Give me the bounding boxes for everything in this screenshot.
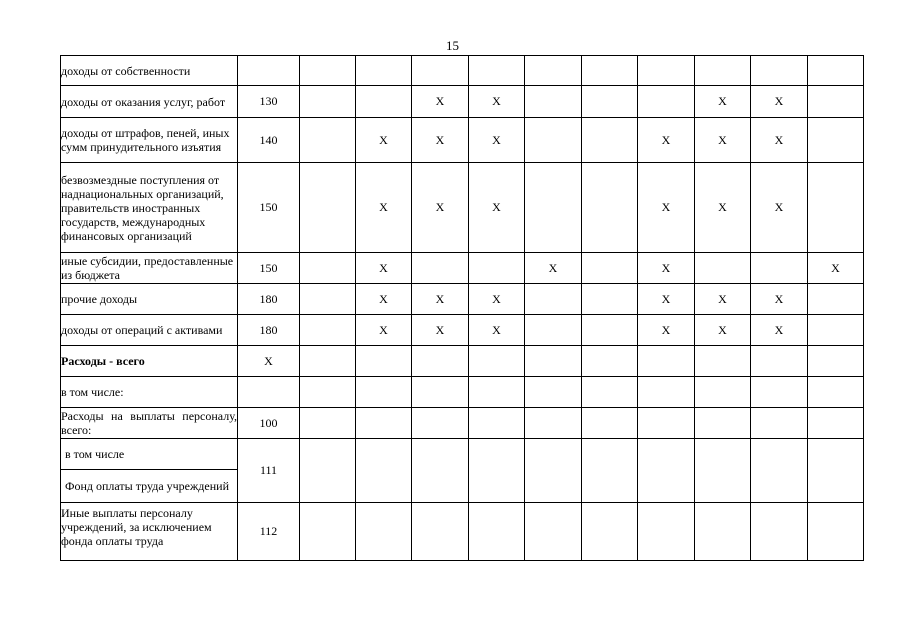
mark-cell	[751, 377, 808, 408]
mark-cell: X	[356, 253, 412, 284]
row-label-top: в том числе	[61, 439, 237, 470]
mark-cell	[582, 163, 638, 253]
row-code: 150	[238, 253, 300, 284]
mark-cell	[808, 86, 864, 118]
row-label: Иные выплаты персоналу учреждений, за исключением фонда оплаты труда	[61, 503, 238, 561]
mark-cell	[469, 346, 525, 377]
mark-cell	[525, 163, 582, 253]
mark-cell: X	[412, 86, 469, 118]
row-label: в том числе:	[61, 377, 238, 408]
mark-cell	[751, 346, 808, 377]
report-body	[61, 56, 864, 561]
table-row	[61, 56, 864, 86]
mark-cell	[638, 346, 695, 377]
mark-cell	[525, 284, 582, 315]
mark-cell	[638, 503, 695, 561]
row-label: Расходы - всего	[61, 346, 238, 377]
mark-cell	[582, 284, 638, 315]
row-code: 140	[238, 118, 300, 163]
mark-cell: X	[356, 163, 412, 253]
mark-cell	[300, 86, 356, 118]
table-row	[61, 253, 864, 284]
mark-cell: X	[638, 315, 695, 346]
mark-cell: X	[695, 118, 751, 163]
mark-cell: X	[356, 315, 412, 346]
mark-cell	[412, 253, 469, 284]
mark-cell: X	[356, 118, 412, 163]
mark-cell	[808, 439, 864, 503]
table-row	[61, 439, 864, 503]
mark-cell	[582, 377, 638, 408]
mark-cell	[695, 56, 751, 86]
mark-cell	[638, 56, 695, 86]
mark-cell	[751, 253, 808, 284]
row-code: 150	[238, 163, 300, 253]
mark-cell	[356, 408, 412, 439]
table-row	[61, 163, 864, 253]
row-code: 100	[238, 408, 300, 439]
row-label: доходы от собственности	[61, 56, 238, 86]
table-row	[61, 503, 864, 561]
mark-cell: X	[469, 86, 525, 118]
mark-cell	[582, 408, 638, 439]
mark-cell	[808, 408, 864, 439]
page-number: 15	[446, 38, 459, 53]
mark-cell	[356, 377, 412, 408]
mark-cell	[582, 253, 638, 284]
row-code	[238, 377, 300, 408]
table-row	[61, 284, 864, 315]
mark-cell: X	[751, 86, 808, 118]
mark-cell	[525, 315, 582, 346]
mark-cell	[412, 408, 469, 439]
row-label: иные субсидии, предоставленные из бюджета	[61, 253, 238, 284]
mark-cell	[300, 163, 356, 253]
mark-cell	[525, 346, 582, 377]
mark-cell	[695, 377, 751, 408]
mark-cell	[808, 377, 864, 408]
mark-cell	[695, 408, 751, 439]
mark-cell: X	[525, 253, 582, 284]
row-label: безвозмездные поступления от наднациональных организаций, правительств иностранных государств, международных финансовых организаций	[61, 163, 238, 253]
row-label: доходы от штрафов, пеней, иных сумм принудительного изъятия	[61, 118, 238, 163]
mark-cell: X	[412, 163, 469, 253]
mark-cell	[356, 86, 412, 118]
mark-cell: X	[751, 315, 808, 346]
mark-cell: X	[695, 163, 751, 253]
mark-cell	[582, 118, 638, 163]
mark-cell	[412, 503, 469, 561]
mark-cell	[582, 315, 638, 346]
split-label-container	[61, 439, 237, 502]
mark-cell	[300, 118, 356, 163]
row-code: X	[238, 346, 300, 377]
mark-cell	[356, 439, 412, 503]
mark-cell	[469, 439, 525, 503]
table-row	[61, 346, 864, 377]
mark-cell	[356, 56, 412, 86]
mark-cell: X	[469, 315, 525, 346]
mark-cell: X	[695, 284, 751, 315]
mark-cell: X	[751, 118, 808, 163]
mark-cell	[638, 439, 695, 503]
row-code	[238, 56, 300, 86]
mark-cell	[638, 86, 695, 118]
mark-cell	[695, 439, 751, 503]
row-code: 180	[238, 315, 300, 346]
mark-cell	[808, 503, 864, 561]
mark-cell	[525, 408, 582, 439]
mark-cell: X	[469, 284, 525, 315]
mark-cell	[525, 86, 582, 118]
mark-cell	[300, 346, 356, 377]
mark-cell	[751, 439, 808, 503]
mark-cell	[469, 377, 525, 408]
mark-cell	[525, 118, 582, 163]
mark-cell: X	[638, 253, 695, 284]
mark-cell	[525, 439, 582, 503]
mark-cell	[582, 439, 638, 503]
row-label: доходы от оказания услуг, работ	[61, 86, 238, 118]
mark-cell	[751, 56, 808, 86]
mark-cell	[808, 163, 864, 253]
mark-cell	[412, 346, 469, 377]
mark-cell	[356, 346, 412, 377]
mark-cell: X	[412, 118, 469, 163]
mark-cell	[638, 408, 695, 439]
mark-cell: X	[751, 163, 808, 253]
row-code: 112	[238, 503, 300, 561]
mark-cell	[300, 56, 356, 86]
mark-cell	[469, 408, 525, 439]
mark-cell	[695, 346, 751, 377]
row-label: Расходы на выплаты персоналу, всего:	[61, 409, 237, 437]
mark-cell	[582, 86, 638, 118]
row-label-split	[61, 439, 238, 503]
mark-cell	[751, 503, 808, 561]
row-code: 130	[238, 86, 300, 118]
mark-cell	[300, 503, 356, 561]
table-row	[61, 377, 864, 408]
row-code: 180	[238, 284, 300, 315]
mark-cell	[808, 118, 864, 163]
row-code: 111	[238, 439, 300, 503]
mark-cell	[300, 315, 356, 346]
table-row	[61, 86, 864, 118]
mark-cell	[300, 377, 356, 408]
mark-cell: X	[695, 315, 751, 346]
mark-cell	[808, 315, 864, 346]
mark-cell: X	[412, 315, 469, 346]
mark-cell: X	[638, 284, 695, 315]
table-row	[61, 118, 864, 163]
mark-cell	[582, 346, 638, 377]
mark-cell	[582, 56, 638, 86]
report-table	[60, 55, 864, 561]
mark-cell	[300, 284, 356, 315]
mark-cell: X	[469, 118, 525, 163]
mark-cell	[582, 503, 638, 561]
mark-cell	[356, 503, 412, 561]
mark-cell: X	[356, 284, 412, 315]
mark-cell: X	[695, 86, 751, 118]
mark-cell	[525, 56, 582, 86]
mark-cell	[469, 56, 525, 86]
mark-cell	[469, 253, 525, 284]
mark-cell: X	[808, 253, 864, 284]
row-label: Фонд оплаты труда учреждений	[65, 479, 229, 493]
mark-cell: X	[638, 118, 695, 163]
mark-cell	[300, 408, 356, 439]
mark-cell	[300, 439, 356, 503]
row-label: прочие доходы	[61, 284, 238, 315]
mark-cell	[808, 284, 864, 315]
mark-cell	[695, 253, 751, 284]
table-row	[61, 315, 864, 346]
mark-cell	[638, 377, 695, 408]
mark-cell: X	[469, 163, 525, 253]
mark-cell	[695, 503, 751, 561]
mark-cell	[300, 253, 356, 284]
mark-cell	[525, 377, 582, 408]
mark-cell	[525, 503, 582, 561]
mark-cell	[808, 56, 864, 86]
mark-cell: X	[638, 163, 695, 253]
mark-cell	[412, 439, 469, 503]
mark-cell	[469, 503, 525, 561]
table-row	[61, 408, 864, 439]
mark-cell	[412, 56, 469, 86]
mark-cell	[412, 377, 469, 408]
mark-cell: X	[412, 284, 469, 315]
mark-cell: X	[751, 284, 808, 315]
mark-cell	[808, 346, 864, 377]
mark-cell	[751, 408, 808, 439]
row-label: доходы от операций с активами	[61, 315, 238, 346]
